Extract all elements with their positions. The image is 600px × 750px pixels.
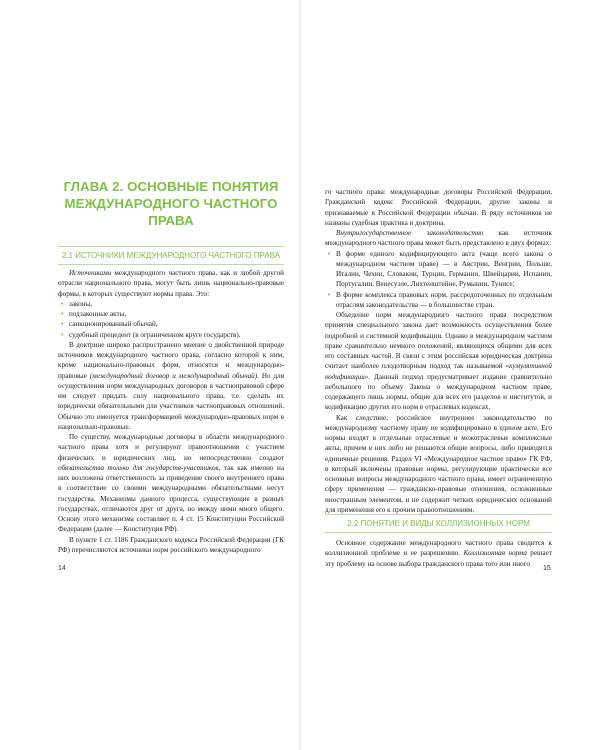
paragraph-text: Данный подход предусматривает издание сравнительно небольшого по объему Закона о международном частном праве, содержащего лишь нормы, общие для всех его разделов и институтов, и кодификацию других его норм в отраслевых кодексах. [325,372,552,412]
term: (международный договор и международный обычай). [89,371,259,380]
term: Коллизионная норма [463,549,527,558]
term: Внутригосударственное законодательство [336,229,484,237]
paragraph: В пункте 1 ст. 1186 Гражданского кодекса Российской Федерации (ГК РФ) перечисляются источники норм российского международного [58,535,284,554]
right-page-body [325,187,552,515]
paragraph [58,432,284,535]
list-item: • В форме комплекса правовых норм, рассредоточенных по отдельным отраслям законодательства — в большинстве стран. [325,290,552,311]
paragraph: Как следствие, российское внутреннее законодательство по международному частному праву не кодифицировано в едином акте. Его нормы входят в отдельные отраслевые и межотраслевые комплексные акты, причем в них либо не решаются общие вопросы, либо приводятся единичные решения. Раздел VI «Международное частное право» ГК РФ, в который включены правовые нормы, регулирующие практически все основные вопросы международного частного права, имеет ограниченную сферу применения — гражданско-правовые отношения, осложненные иностранным элементом, и не содержит четких юридических оснований для применения его к прочим правоотношениям. [325,413,552,514]
section-divider [58,246,284,247]
paragraph [325,310,552,413]
term: Источниками [69,269,112,277]
section-heading: 2.2 ПОНЯТИЕ И ВИДЫ КОЛЛИЗИОННЫХ НОРМ [347,519,530,528]
right-page-body-continued [325,538,552,569]
list-item: • санкционированный обычай, [58,319,284,329]
section-divider [58,264,284,265]
section-heading: 2.1 ИСТОЧНИКИ МЕЖДУНАРОДНОГО ЧАСТНОГО ПРАВА [61,251,281,260]
list-item: • подзаконные акты, [58,309,284,319]
list-item: • законы, [58,299,284,309]
paragraph [58,268,284,299]
forms-list [325,249,552,311]
term: обязательства только для государств-участников, [58,463,221,472]
list-item: • В форме единого кодифицирующего акта (чаще всего закона о международном частном праве) — в Австрии, Венгрии, Польше, Италии, Чехии, Словакии, Турции, Германии, Швейцарии, Испании, Португалии, Венесуэле, Лихтенштейне, Румынии, Тунисе; [325,249,552,290]
sources-list [58,299,284,340]
paragraph: го частного права: международные договоры Российской Федерации, Гражданский кодекс Российской Федерации, другие законы и признаваемые в Российской Федерации обычаи. В ряду источников не названы судебная практика и доктрина. [325,188,552,227]
section-divider [325,532,552,533]
paragraph-text: По существу, международные договоры в области международного частного права хотя и регулируют правоотношения с участием физических и юридических лиц, но непосредственно создают [58,433,284,462]
term: «кумулятивной кодификации». [325,362,552,381]
paragraph-text: В доктрине широко распространено мнение о двойственной природе источников международного частного права, согласно которой к ним, кроме национально-правовых форм, относятся и международно-правовые [58,340,284,380]
paragraph-text: Основное содержание международного частного права сводится к коллизионной проблеме и ее разрешению. [325,539,552,558]
paragraph-text: Но для осуществления норм международных договоров в частноправовой сфере им следует придать силу национального права, т.е. сделать их юридически обязательными для участников частноправовых отношений. Обычно это именуется трансформацией международно-правовых норм в национально-правовые. [58,371,284,431]
paragraph-text: так как именно на них возложена ответственность за приведение своего внутреннего права в соответствие со своими международными обязательствами несут государства. Механизмы данного процесса, существующие в разных государствах, отличаются друг от друга, но между ними много общего. Основу этого механизма составляет п. 4 ст. 15 Конституции Российской Федерации (далее — Конституция РФ). [58,463,284,534]
section-divider [325,514,552,515]
paragraph-text: решает эту проблему на основе выбора гражданского права того или иного [325,549,552,568]
paragraph [58,340,284,432]
paragraph-text: как источник международного частного права может быть представлено в двух формах: [325,229,552,248]
left-page-body [58,268,284,555]
paragraph [325,228,552,249]
paragraph-text: международного частного права, как и любой другой отрасли национального права, могут быть лишь национально-правовые формы, в которых существуют нормы права. Это: [58,269,284,298]
chapter-title: ГЛАВА 2. ОСНОВНЫЕ ПОНЯТИЯ МЕЖДУНАРОДНОГО ЧАСТНОГО ПРАВА [63,179,279,228]
page-number: 14 [58,565,66,572]
paragraph [325,538,552,569]
list-item: • судебный прецедент (в ограниченном круге государств). [58,330,284,340]
book-gutter [299,0,301,750]
paragraph-text: Объедение норм международного частного права посредством принятия специального закона дает возможность осуществления более подробной и системной кодификации. Однако в международном частном праве сравнительно немного положений, являющихся общими для всех его составных частей. В связи с этим российская юридическая доктрина считает наиболее плодотворным подход так называемой [325,311,552,371]
page-number: 15 [543,565,551,572]
